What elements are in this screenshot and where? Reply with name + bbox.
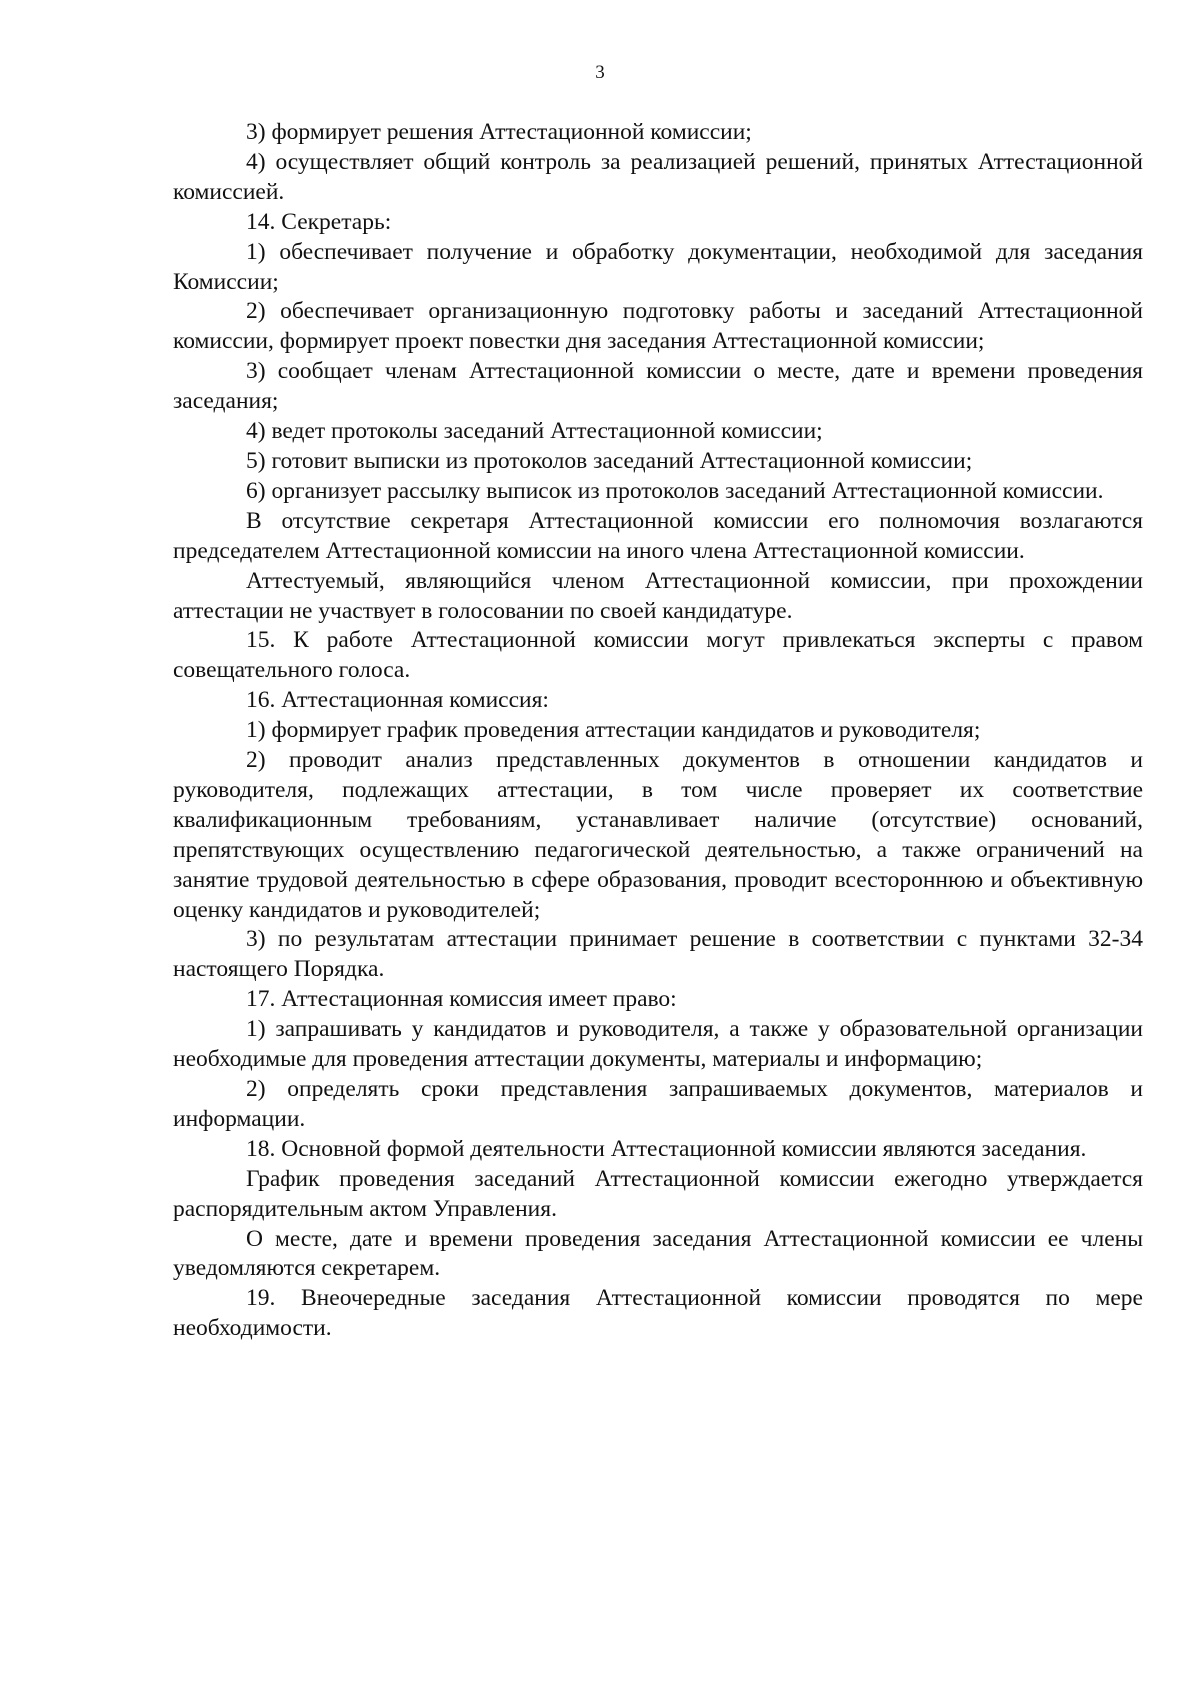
paragraph-14-4: 4) ведет протоколы заседаний Аттестационной комиссии; — [246, 418, 823, 445]
page-number: 3 — [595, 62, 605, 83]
paragraph-13-4: 4) осуществляет общий контроль за реализацией решений, принятых Аттестационной комиссией. — [173, 148, 1143, 205]
paragraph-17-2: 2) определять сроки представления запрашиваемых документов, материалов и информации. — [173, 1076, 1143, 1132]
paragraph-14-1: 1) обеспечивает получение и обработку документации, необходимой для заседания Комиссии; — [173, 238, 1143, 295]
paragraph-14-3: 3) сообщает членам Аттестационной комиссии о месте, дате и времени проведения заседания; — [173, 358, 1143, 415]
paragraph-14-secretary-absence: В отсутствие секретаря Аттестационной комиссии его полномочия возлагаются председателем Аттестационной комиссии на иного члена Аттестационной комиссии. — [173, 507, 1143, 564]
paragraph-18-schedule: График проведения заседаний Аттестационной комиссии ежегодно утверждается распорядительным актом Управления. — [173, 1165, 1143, 1222]
paragraph-19: 19. Внеочередные заседания Аттестационной комиссии проводятся по мере необходимости. — [173, 1285, 1143, 1342]
paragraph-16-1: 1) формирует график проведения аттестации кандидатов и руководителя; — [246, 717, 981, 744]
paragraph-14-5: 5) готовит выписки из протоколов заседаний Аттестационной комиссии; — [246, 447, 973, 474]
paragraph-13-3: 3) формирует решения Аттестационной комиссии; — [246, 119, 752, 145]
paragraph-14-heading: 14. Секретарь: — [246, 208, 392, 235]
paragraph-16-heading: 16. Аттестационная комиссия: — [246, 687, 549, 714]
paragraph-17-heading: 17. Аттестационная комиссия имеет право: — [246, 986, 677, 1013]
paragraph-16-2: 2) проводит анализ представленных документов в отношении кандидатов и руководителя, подлежащих аттестации, в том числе проверяет их соответствие квалификационным требованиям, устанавливает наличие (отсутствие) оснований, препятствующих осуществлению педагогической деятельностью, а также ограничений на занятие трудовой деятельностью в сфере образования, проводит всестороннюю и объективную оценку кандидатов и руководителей; — [173, 747, 1143, 923]
paragraph-17-1: 1) запрашивать у кандидатов и руководителя, а также у образовательной организации необходимые для проведения аттестации документы, материалы и информацию; — [173, 1016, 1143, 1073]
paragraph-14-attested-member: Аттестуемый, являющийся членом Аттестационной комиссии, при прохождении аттестации не участвует в голосовании по своей кандидатуре. — [173, 567, 1143, 624]
paragraph-14-2: 2) обеспечивает организационную подготовку работы и заседаний Аттестационной комиссии, формирует проект повестки дня заседания Аттестационной комиссии; — [173, 298, 1143, 355]
paragraph-18-notification: О месте, дате и времени проведения заседания Аттестационной комиссии ее члены уведомляются секретарем. — [173, 1225, 1143, 1282]
paragraph-15: 15. К работе Аттестационной комиссии могут привлекаться эксперты с правом совещательного голоса. — [173, 627, 1143, 684]
paragraph-16-3: 3) по результатам аттестации принимает решение в соответствии с пунктами 32-34 настоящего Порядка. — [173, 926, 1143, 983]
paragraph-18: 18. Основной формой деятельности Аттестационной комиссии являются заседания. — [246, 1135, 1087, 1162]
paragraph-14-6: 6) организует рассылку выписок из протоколов заседаний Аттестационной комиссии. — [246, 477, 1104, 504]
document-body — [173, 118, 1143, 1344]
